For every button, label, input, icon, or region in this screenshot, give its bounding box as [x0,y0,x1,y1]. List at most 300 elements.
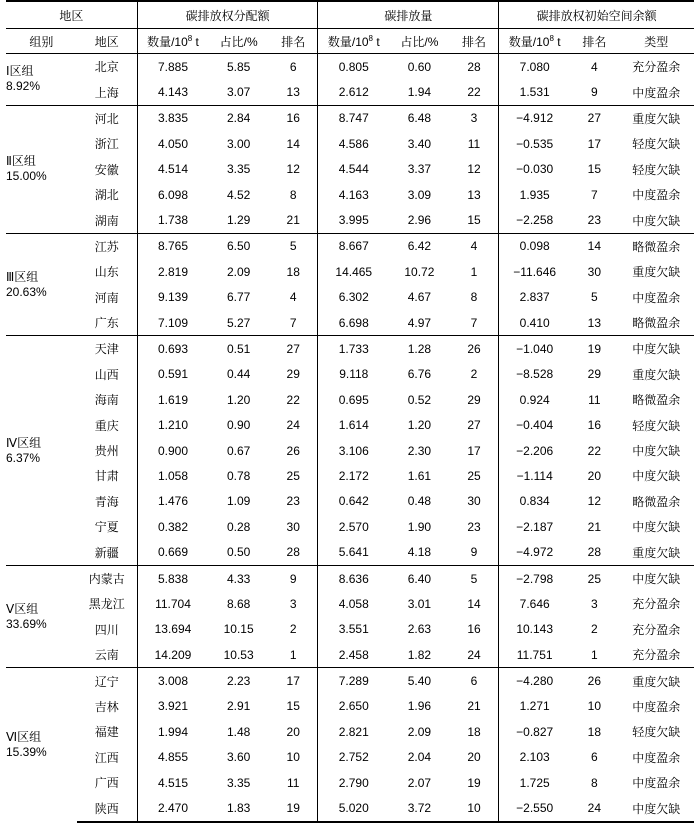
region-cell: 河南 [94,290,119,305]
table-row [6,591,694,616]
emission-rank-cell: 3 [450,105,499,131]
emission-rank-cell: 2 [470,367,478,382]
surplus-rank-cell: 11 [588,392,601,407]
type-cell: 充分盈余 [632,648,681,663]
region-cell: 山西 [94,367,119,382]
emission-amount-cell: 4.163 [318,182,389,207]
header-emission: 碳排放量 [318,1,499,29]
region-cell: 辽宁 [77,668,137,694]
surplus-rank-cell: 22 [587,443,602,458]
quota-amount-cell: 3.921 [137,694,208,719]
type-cell: 略微盈余 [632,494,681,509]
quota-amount-cell: 1.210 [137,412,208,437]
quota-share-cell: 3.35 [226,775,251,790]
emission-amount-cell: 2.570 [318,514,389,539]
emission-share-cell: 0.48 [407,494,432,509]
surplus-rank-cell: 14 [570,233,619,259]
emission-rank-cell: 21 [467,699,481,714]
region-cell: 青海 [94,494,119,509]
quota-rank-cell: 29 [286,367,300,382]
table-row [6,642,694,668]
header-surplus-rank: 排名 [570,29,619,54]
emission-rank-cell: 20 [467,750,481,765]
emission-rank-cell: 26 [450,336,499,362]
surplus-rank-cell: 29 [587,367,602,382]
quota-amount-cell: 3.008 [137,668,208,694]
emission-share-cell: 1.96 [407,699,432,714]
emission-amount-cell: 2.612 [318,79,389,105]
quota-share-cell: 1.29 [226,213,251,228]
quota-share-cell: 8.68 [226,596,251,611]
table-row [6,694,694,719]
emission-amount-cell: 3.995 [318,207,389,233]
emission-amount-cell: 5.641 [318,539,389,565]
quota-share-cell: 3.60 [226,750,251,765]
emission-rank-cell: 12 [467,162,481,177]
surplus-amount-cell: −2.550 [499,795,570,821]
type-cell: 中度盈余 [632,776,681,791]
emission-amount-cell: 14.465 [318,259,389,284]
type-cell: 充分盈余 [632,597,681,612]
type-cell: 轻度欠缺 [632,137,681,152]
quota-rank-cell: 15 [286,699,300,714]
emission-share-cell: 3.01 [407,596,432,611]
carbon-allocation-table [6,0,694,823]
table-row [6,565,694,591]
table-row [6,463,694,488]
quota-rank-cell: 11 [286,775,300,790]
quota-rank-cell: 13 [286,85,300,100]
type-cell: 重度欠缺 [619,105,694,131]
surplus-amount-cell: 0.410 [499,310,570,336]
emission-amount-cell: 4.586 [318,131,389,156]
header-row-top [6,1,694,29]
emission-amount-cell: 2.752 [318,745,389,770]
quota-rank-cell: 14 [286,136,300,151]
group-cell [6,54,77,106]
quota-share-cell: 0.50 [226,545,251,560]
emission-rank-cell: 19 [467,775,481,790]
region-cell: 广东 [94,316,119,331]
table-row [6,514,694,539]
region-cell: 云南 [94,648,119,663]
surplus-amount-cell: −2.258 [499,207,570,233]
quota-rank-cell: 1 [289,647,297,662]
group-cell [6,336,77,566]
region-cell: 安徽 [94,162,119,177]
emission-rank-cell: 22 [467,85,481,100]
emission-rank-cell: 5 [450,565,499,591]
quota-rank-cell: 9 [269,565,318,591]
group-cell [6,668,77,822]
quota-share-cell: 10.53 [223,647,254,662]
header-quota-rank: 排名 [269,29,318,54]
quota-share-cell: 3.07 [226,85,251,100]
emission-share-cell: 6.76 [407,367,432,382]
emission-share-cell: 4.18 [407,545,432,560]
surplus-rank-cell: 28 [587,545,602,560]
type-cell: 略微盈余 [632,316,681,331]
quota-amount-cell: 4.855 [137,745,208,770]
surplus-rank-cell: 19 [570,336,619,362]
emission-rank-cell: 24 [467,647,481,662]
surplus-amount-cell: −4.912 [499,105,570,131]
quota-amount-cell: 4.515 [137,770,208,795]
emission-amount-cell: 2.790 [318,770,389,795]
quota-share-cell: 4.33 [208,565,269,591]
quota-rank-cell: 27 [269,336,318,362]
header-surplus-amount: 数量$/10^8$ t [499,29,570,54]
quota-rank-cell: 30 [286,519,300,534]
emission-amount-cell: 3.106 [318,438,389,463]
quota-amount-cell: 13.694 [137,617,208,642]
region-cell: 山东 [94,265,119,280]
quota-amount-cell: 4.050 [137,131,208,156]
header-quota-share: 占比/% [208,29,269,54]
region-cell: 吉林 [94,699,119,714]
header-quota: 碳排放权分配额 [137,1,318,29]
quota-amount-cell: 2.470 [137,795,208,821]
surplus-rank-cell: 12 [587,494,602,509]
emission-rank-cell: 8 [470,290,478,305]
emission-share-cell: 1.28 [389,336,450,362]
quota-share-cell: 0.67 [226,443,251,458]
emission-share-cell: 3.40 [407,136,432,151]
emission-share-cell: 2.63 [407,622,432,637]
region-cell: 北京 [94,60,119,75]
surplus-amount-cell: −11.646 [499,259,570,284]
group-percent: 15.39% [6,745,47,760]
type-cell: 中度欠缺 [619,565,694,591]
surplus-rank-cell: 25 [570,565,619,591]
type-cell: 略微盈余 [619,233,694,259]
surplus-rank-cell: 17 [587,136,602,151]
table-row [6,105,694,131]
emission-amount-cell: 6.302 [318,285,389,310]
surplus-rank-cell: 3 [590,596,598,611]
emission-share-cell: 3.72 [389,795,450,821]
surplus-rank-cell: 1 [590,647,598,662]
surplus-amount-cell: 11.751 [499,642,570,668]
emission-amount-cell: 8.667 [318,233,389,259]
table-row [6,412,694,437]
quota-amount-cell: 2.819 [137,259,208,284]
header-emission-amount: 数量$/10^8$ t [318,29,389,54]
group-name: Ⅵ区组 [6,730,42,745]
quota-amount-cell: 1.994 [137,719,208,744]
emission-amount-cell: 6.698 [318,310,389,336]
emission-share-cell: 1.82 [407,647,432,662]
surplus-rank-cell: 16 [587,418,602,433]
header-surplus: 碳排放权初始空间余额 [499,1,694,29]
surplus-amount-cell: −1.114 [499,463,570,488]
emission-rank-cell: 18 [467,724,481,739]
header-row-sub [6,29,694,54]
region-cell: 宁夏 [94,520,119,535]
surplus-amount-cell: −2.187 [499,514,570,539]
emission-amount-cell: 8.636 [318,565,389,591]
region-cell: 贵州 [94,444,119,459]
emission-share-cell: 6.48 [389,105,450,131]
quota-share-cell: 10.15 [223,622,254,637]
group-percent: 15.00% [6,169,47,184]
quota-amount-cell: 8.765 [137,233,208,259]
quota-amount-cell: 4.514 [137,157,208,182]
surplus-rank-cell: 26 [570,668,619,694]
type-cell: 重度欠缺 [619,668,694,694]
quota-share-cell: 2.84 [208,105,269,131]
quota-amount-cell: 7.109 [137,310,208,336]
quota-rank-cell: 17 [269,668,318,694]
region-cell: 甘肃 [94,469,119,484]
region-cell: 湖北 [94,188,119,203]
region-cell: 湖南 [94,213,119,228]
region-cell: 新疆 [94,545,119,560]
type-cell: 轻度欠缺 [632,162,681,177]
emission-rank-cell: 25 [467,468,481,483]
quota-rank-cell: 19 [269,795,318,821]
quota-rank-cell: 18 [286,264,300,279]
quota-share-cell: 6.50 [208,233,269,259]
emission-amount-cell: 9.118 [318,362,389,387]
quota-share-cell: 1.48 [226,724,251,739]
type-cell: 中度欠缺 [619,336,694,362]
region-cell: 浙江 [94,137,119,152]
region-cell: 江西 [94,750,119,765]
type-cell: 中度盈余 [632,699,681,714]
surplus-amount-cell: 10.143 [499,617,570,642]
quota-rank-cell: 25 [286,468,300,483]
surplus-amount-cell: 7.080 [499,54,570,80]
emission-rank-cell: 15 [467,213,481,228]
quota-share-cell: 3.35 [226,162,251,177]
quota-share-cell: 2.23 [208,668,269,694]
surplus-rank-cell: 15 [587,162,602,177]
emission-amount-cell: 0.642 [318,489,389,514]
emission-share-cell: 10.72 [404,264,435,279]
quota-amount-cell: 14.209 [137,642,208,668]
surplus-rank-cell: 10 [587,699,602,714]
surplus-amount-cell: −2.206 [499,438,570,463]
type-cell: 重度欠缺 [632,367,681,382]
surplus-rank-cell: 5 [590,290,598,305]
emission-amount-cell: 2.650 [318,694,389,719]
emission-share-cell: 1.90 [407,519,432,534]
quota-share-cell: 3.00 [226,136,251,151]
group-name: Ⅰ区组 [6,64,34,79]
surplus-rank-cell: 18 [587,724,602,739]
table-row [6,336,694,362]
surplus-rank-cell: 9 [590,85,598,100]
table-row [6,387,694,412]
quota-share-cell: 0.90 [226,418,251,433]
region-cell: 陕西 [77,795,137,821]
emission-rank-cell: 16 [467,622,481,637]
region-cell: 福建 [94,725,119,740]
header-type: 类型 [619,29,694,54]
emission-rank-cell: 11 [467,136,481,151]
quota-share-cell: 5.85 [226,59,251,74]
emission-share-cell: 1.94 [407,85,432,100]
type-cell: 中度盈余 [632,290,681,305]
group-percent: 6.37% [6,450,41,465]
surplus-rank-cell: 27 [570,105,619,131]
surplus-rank-cell: 6 [590,750,598,765]
group-name: Ⅱ区组 [6,154,36,169]
table-row [6,362,694,387]
quota-rank-cell: 23 [286,494,300,509]
quota-rank-cell: 24 [286,418,300,433]
type-cell: 中度欠缺 [619,795,694,821]
quota-rank-cell: 21 [286,213,300,228]
surplus-amount-cell: −4.280 [499,668,570,694]
surplus-rank-cell: 30 [587,264,602,279]
type-cell: 重度欠缺 [632,265,681,280]
table-row [6,79,694,105]
group-name: Ⅳ区组 [6,435,42,450]
emission-rank-cell: 17 [467,443,481,458]
emission-share-cell: 2.96 [407,213,432,228]
surplus-rank-cell: 8 [590,775,598,790]
surplus-amount-cell: 0.098 [499,233,570,259]
quota-rank-cell: 8 [289,187,297,202]
header-group: 组别 [6,29,77,54]
quota-rank-cell: 28 [286,545,300,560]
quota-share-cell: 5.27 [226,315,251,330]
table-row [6,668,694,694]
quota-rank-cell: 22 [286,392,300,407]
emission-rank-cell: 13 [467,187,481,202]
surplus-rank-cell: 21 [587,519,602,534]
table-row [6,745,694,770]
emission-share-cell: 6.42 [389,233,450,259]
quota-amount-cell: 0.382 [137,514,208,539]
surplus-amount-cell: 1.725 [499,770,570,795]
quota-amount-cell: 0.591 [137,362,208,387]
surplus-amount-cell: 1.531 [499,79,570,105]
emission-share-cell: 3.37 [407,162,432,177]
quota-rank-cell: 5 [269,233,318,259]
quota-rank-cell: 6 [289,59,297,74]
quota-amount-cell: 5.838 [137,565,208,591]
emission-amount-cell: 8.747 [318,105,389,131]
emission-amount-cell: 0.805 [318,54,389,80]
group-percent: 33.69% [6,616,47,631]
type-cell: 略微盈余 [632,393,681,408]
quota-amount-cell: 0.693 [137,336,208,362]
surplus-amount-cell: 1.935 [499,182,570,207]
quota-amount-cell: 7.885 [137,54,208,80]
quota-amount-cell: 0.900 [137,438,208,463]
quota-amount-cell: 1.476 [137,489,208,514]
surplus-amount-cell: 7.646 [499,591,570,616]
region-cell: 江苏 [77,233,137,259]
emission-rank-cell: 28 [467,59,481,74]
emission-amount-cell: 2.458 [318,642,389,668]
table-row [6,182,694,207]
type-cell: 中度盈余 [632,188,681,203]
emission-rank-cell: 14 [467,596,481,611]
emission-share-cell: 0.60 [407,59,432,74]
region-cell: 河北 [77,105,137,131]
quota-share-cell: 1.20 [226,392,251,407]
region-cell: 天津 [77,336,137,362]
group-percent: 20.63% [6,284,47,299]
surplus-amount-cell: 1.271 [499,694,570,719]
table-row [6,157,694,182]
quota-share-cell: 0.78 [226,468,251,483]
emission-amount-cell: 0.695 [318,387,389,412]
table-row [6,438,694,463]
type-cell: 轻度欠缺 [632,418,681,433]
table-row [6,719,694,744]
type-cell: 中度盈余 [632,750,681,765]
table-row [6,489,694,514]
table-row [6,310,694,336]
quota-rank-cell: 3 [289,596,297,611]
emission-share-cell: 2.30 [407,443,432,458]
quota-amount-cell: 6.098 [137,182,208,207]
region-cell: 内蒙古 [77,565,137,591]
quota-share-cell: 0.28 [226,519,251,534]
quota-rank-cell: 10 [286,750,300,765]
emission-amount-cell: 4.544 [318,157,389,182]
surplus-rank-cell: 23 [587,213,602,228]
surplus-amount-cell: −8.528 [499,362,570,387]
quota-amount-cell: 1.058 [137,463,208,488]
emission-amount-cell: 1.614 [318,412,389,437]
table-row [6,285,694,310]
quota-amount-cell: 11.704 [137,591,208,616]
header-region: 地区 [77,29,137,54]
quota-share-cell: 4.52 [226,187,251,202]
emission-rank-cell: 30 [467,494,481,509]
surplus-amount-cell: 0.834 [499,489,570,514]
surplus-rank-cell: 7 [590,187,598,202]
emission-rank-cell: 4 [450,233,499,259]
type-cell: 中度欠缺 [632,520,681,535]
region-cell: 四川 [94,622,119,637]
region-cell: 上海 [94,85,119,100]
table-row [6,539,694,565]
table-row [6,259,694,284]
surplus-rank-cell: 20 [587,468,602,483]
quota-amount-cell: 1.619 [137,387,208,412]
quota-rank-cell: 20 [286,724,300,739]
emission-amount-cell: 2.172 [318,463,389,488]
surplus-amount-cell: −1.040 [499,336,570,362]
quota-share-cell: 1.83 [208,795,269,821]
table-row [6,207,694,233]
emission-amount-cell: 4.058 [318,591,389,616]
surplus-amount-cell: 0.924 [499,387,570,412]
emission-share-cell: 0.52 [407,392,432,407]
emission-amount-cell: 1.733 [318,336,389,362]
emission-share-cell: 6.40 [389,565,450,591]
quota-share-cell: 0.44 [226,367,251,382]
emission-share-cell: 3.09 [407,187,432,202]
header-emission-rank: 排名 [450,29,499,54]
quota-share-cell: 2.91 [226,699,251,714]
group-name: Ⅲ区组 [6,269,39,284]
surplus-amount-cell: −0.030 [499,157,570,182]
region-cell: 黑龙江 [88,597,125,612]
emission-rank-cell: 29 [467,392,481,407]
emission-rank-cell: 27 [467,418,481,433]
surplus-rank-cell: 2 [590,622,598,637]
group-cell [6,565,77,668]
header-quota-amount: 数量$/10^8$ t [137,29,208,54]
